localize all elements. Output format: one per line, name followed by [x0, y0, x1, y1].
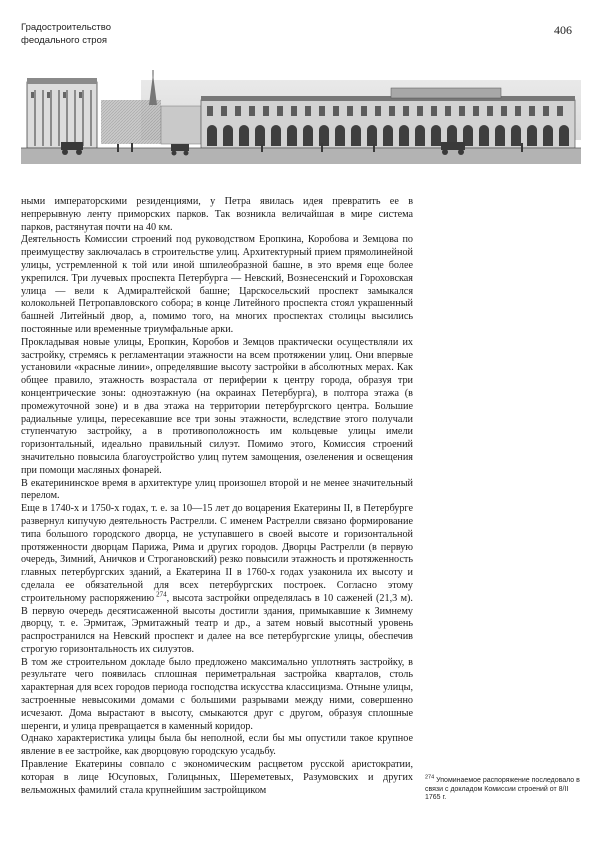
paragraph: Прокладывая новые улицы, Еропкин, Коробов и Земцов практически осуществляли их застройку, стремясь к регламентации этажности на всем протяжении улиц. Они впервые установили «красные линии», определявшие высоту застройки в абсолютных мерах. Как общее правило, этажность возрастала от периферии к центру города, образуя три концентрические зоны: одноэтажную (на окраинах Петербурга), в полтора этажа (в промежуточной зоне) и в два этажа на территории петербургского центра. Большие радиальные улицы, пересекавшие все три зоны этажности, вследствие этого получали ступенчатую застройку, а в противоположность им кольцевые улицы имели горизонтальный, идеально правильный силуэт. Помимо этого, Комиссия строений значительно повысила благоустройство улиц путем замощения, озеленения и освещения при помощи масляных фонарей.	[21, 336, 413, 476]
paragraph	[21, 503, 413, 657]
section-title-line-2: феодального строя	[21, 35, 108, 46]
paragraph: В том же строительном докладе было предложено максимально уплотнять застройку, в результате чего появилась сплошная периметральная застройка кварталов, столь характерная для всех городов периода господства искусства классицизма. Отныне улицы, застроенные невысокими домами с большими разрывами между ними, совершенно исчезают. Дома вырастают в высоту, смыкаются друг с другом, образуя сплошные шеренги, и улица превращается в каменный коридор.	[21, 656, 413, 732]
paragraph-text: , высота застройки определялась в 10 саженей (21,3 м). В первую очередь десятисаженной высоты достигли здания, примыкавшие к Зимнему дворцу, т. е. Эрмитаж, Эрмитажный театр и др., а затем новый высотный уровень распространился на Невский проспект и далее на все петербургские улицы, обеспечив строгую горизонтальность их силуэтов.	[21, 592, 413, 655]
paragraph: ными императорскими резиденциями, у Петра явилась идея превратить ее в непрерывную ленту приморских парков. Так возникла величайшая в мире система парков, растянутая почти на 40 км.	[21, 196, 413, 233]
paragraph: В екатерининское время в архитектуре улиц произошел второй и не менее значительный перелом.	[21, 477, 413, 502]
paragraph: Деятельность Комиссии строений под руководством Еропкина, Коробова и Земцова по преимуществу заключалась в строительстве улиц. Архитектурный прием прямолинейной улицы, устремленной к той или иной шпилеобразной башне, в это время еще более укрепился. Три лучевых проспекта Петербурга — Невский, Вознесенский и Гороховская улица — вели к Адмиралтейской башне; Царскосельский проспект замыкался колокольней Петропавловского собора; в конце Литейного проспекта стоял украшенный башней Литейный двор, а, помимо того, на многих проспектах столицы высились постоянные или временные триумфальные арки.	[21, 234, 413, 335]
engraving-gostiny-dvor-image	[21, 60, 581, 164]
paragraph: Правление Екатерины совпало с экономическим расцветом русской аристократии, которая в лице Юсуповых, Голицыных, Шереметевых, Разумовских и других вельможных фамилий стала крупнейшим застройщиком	[21, 759, 413, 796]
article-body	[21, 196, 413, 797]
footnote-text: Упоминаемое распоряжение последовало в связи с докладом Комиссии строений от 8/II 1765 г.	[425, 777, 580, 801]
running-header	[21, 21, 111, 47]
page-number: 406	[554, 23, 572, 37]
footnote	[425, 774, 585, 803]
paragraph: Однако характеристика улицы была бы неполной, если бы мы опустили такое крупное явление в ее застройке, как дворцовую городскую усадьбу.	[21, 733, 413, 758]
paragraph-text: Еще в 1740-х и 1750-х годах, т. е. за 10—15 лет до воцарения Екатерины II, в Петербурге развернул кипучую деятельность Растрелли. С именем Растрелли связано формирование типа большого городского дворца, не уступавшего в своей высоте и горизонтальной протяженности дворцам Парижа, Рима и других городов. Дворцы Растрелли (в первую очередь, Зимний, Аничков и Строгановский) резко повысили этажность и протяженность главных петербургских зданий, а Екатерина II в 1760-х годах узаконила их высоту и сделала ее обязательной для всех петербургских построек. Согласно этому строительному распоряжению	[21, 503, 413, 604]
footnote-number: 274	[425, 774, 435, 781]
section-title-line-1: Градостроительство	[21, 22, 112, 33]
footnote-reference[interactable]: 274	[156, 590, 167, 599]
